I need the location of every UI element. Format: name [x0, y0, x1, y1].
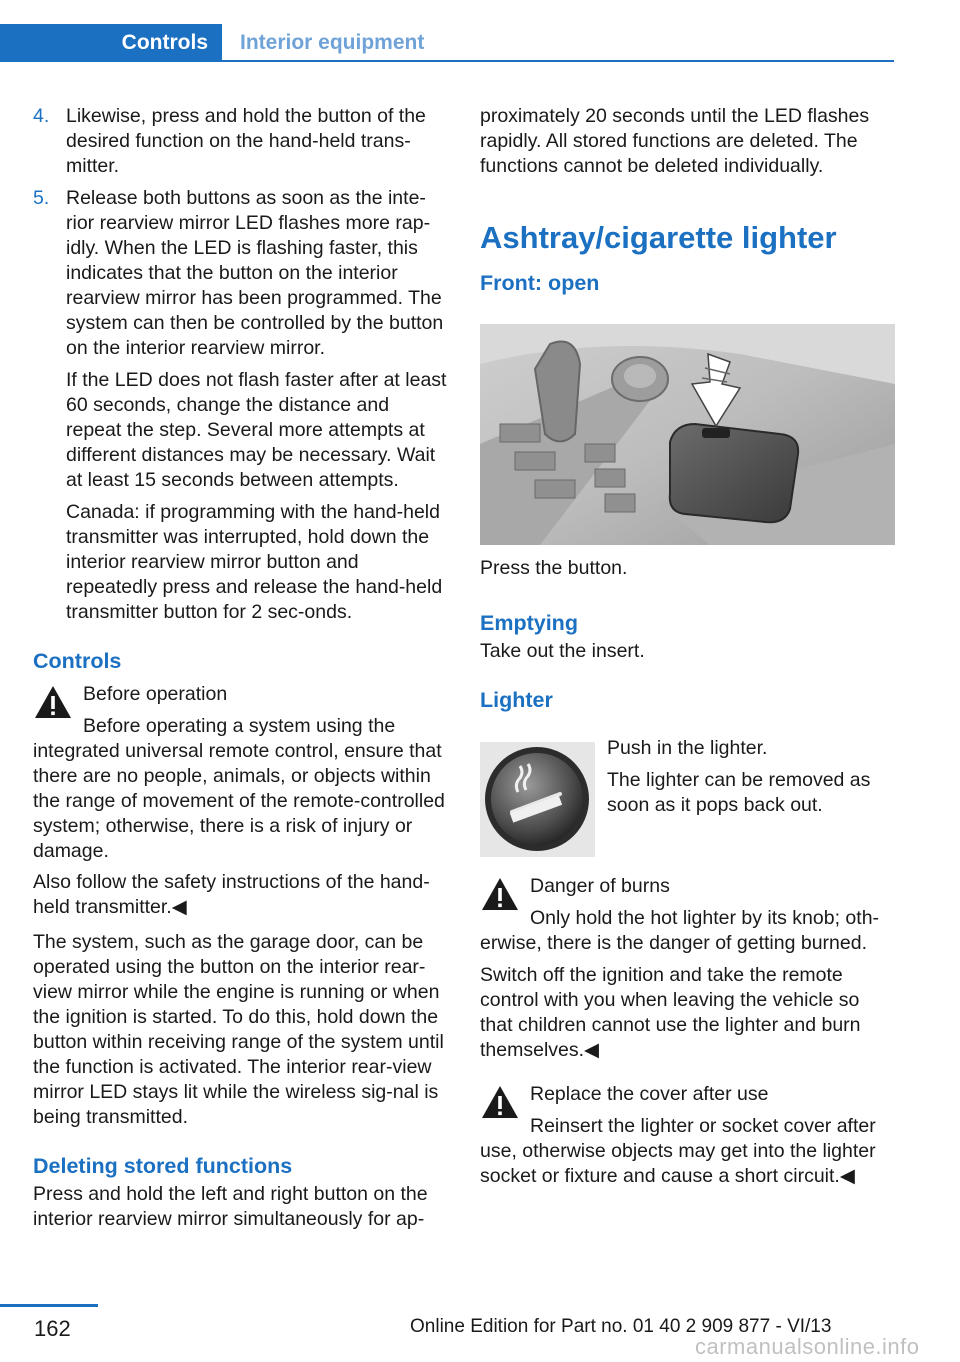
right-column-top [480, 104, 895, 297]
header-rule [222, 60, 894, 62]
page-number: 162 [34, 1316, 71, 1341]
burns-warning-title: Danger of burns [530, 875, 670, 897]
deleting-heading: Deleting stored functions [33, 1154, 293, 1178]
warning-block [33, 682, 447, 864]
emptying-text: Take out the insert. [480, 640, 645, 662]
step-number: 5. [33, 187, 50, 209]
step-text: Canada: if programming with the hand-held transmitter was interrupted, hold down the interior rearview mirror button and repeatedly press and release the hand-held transmitter button for 2 sec-onds. [66, 501, 443, 623]
continued-paragraph: proximately 20 seconds until the LED flashes rapidly. All stored functions are deleted. The functions cannot be deleted individually. [480, 105, 870, 177]
warning-triangle-icon [33, 684, 73, 720]
emptying-heading: Emptying [480, 611, 578, 635]
cover-warning-title: Replace the cover after use [530, 1083, 769, 1105]
controls-paragraph: The system, such as the garage door, can be operated using the button on the interior rear-view mirror while the engine is running or when the ignition is started. To do this, hold down the button within receiving range of the system until the function is activated. The interior rear-view mirror LED stays lit while the wireless sig-nal is being transmitted. [33, 931, 444, 1128]
warning-body-2: Also follow the safety instructions of the hand-held transmitter.◀ [33, 871, 430, 918]
step-number: 4. [33, 105, 50, 127]
footer-rule [0, 1304, 98, 1307]
cigarette-lighter-icon [480, 742, 595, 857]
cover-warning-block [480, 1082, 895, 1189]
header-tab-controls: Controls [0, 24, 222, 62]
edition-text: Online Edition for Part no. 01 40 2 909 877 - VI/13 [410, 1316, 832, 1337]
left-column [33, 104, 447, 1232]
step-4 [33, 104, 447, 179]
warning-triangle-icon [480, 876, 520, 912]
header-tab-interior-equipment: Interior equipment [240, 31, 425, 54]
press-button-text: Press the button. [480, 557, 628, 579]
controls-heading: Controls [33, 649, 122, 673]
lighter-instruction-2: The lighter can be removed as soon as it pops back out. [607, 769, 871, 816]
step-text: Release both buttons as soon as the inte-rior rearview mirror LED flashes more rap-idly. When the LED is flashing faster, this indicates that the button on the interior rearview mirror has been programmed. The system can then be controlled by the button on the interior rearview mirror. [66, 187, 444, 359]
warning-body: Before operating a system using the integrated universal remote control, ensure that there are no people, animals, or objects within the range of movement of the remote-controlled system; otherwise, there is a risk of injury or damage. [33, 715, 445, 862]
console-photo [480, 324, 895, 545]
burns-warning-body-2: Switch off the ignition and take the remote control with you when leaving the vehicle so that children cannot use the lighter and burn themselves.◀ [480, 964, 861, 1061]
lighter-heading: Lighter [480, 688, 553, 712]
step-5 [33, 186, 447, 625]
cover-warning-body: Reinsert the lighter or socket cover after use, otherwise objects may get into the lighter socket or fixture and cause a short circuit.◀ [480, 1115, 876, 1187]
warning-triangle-icon [480, 1084, 520, 1120]
step-text: If the LED does not flash faster after at least 60 seconds, change the distance and repeat the step. Several more attempts at different distances may be necessary. Wait at least 15 seconds between attempts. [66, 369, 447, 491]
lighter-text [607, 736, 895, 818]
warning-title: Before operation [83, 683, 228, 705]
right-column-bottom [480, 556, 895, 714]
deleting-paragraph: Press and hold the left and right button on the interior rearview mirror simultaneously for ap- [33, 1183, 428, 1230]
front-open-heading: Front: open [480, 271, 600, 295]
lighter-instruction-1: Push in the lighter. [607, 737, 768, 759]
burns-warning-body: Only hold the hot lighter by its knob; oth-erwise, there is the danger of getting burned. [480, 907, 880, 954]
step-text: Likewise, press and hold the button of the desired function on the hand-held trans-mitter. [66, 105, 426, 177]
burns-warning-block [480, 874, 895, 1063]
ashtray-heading: Ashtray/cigarette lighter [480, 220, 837, 255]
watermark: carmanualsonline.info [695, 1334, 920, 1359]
